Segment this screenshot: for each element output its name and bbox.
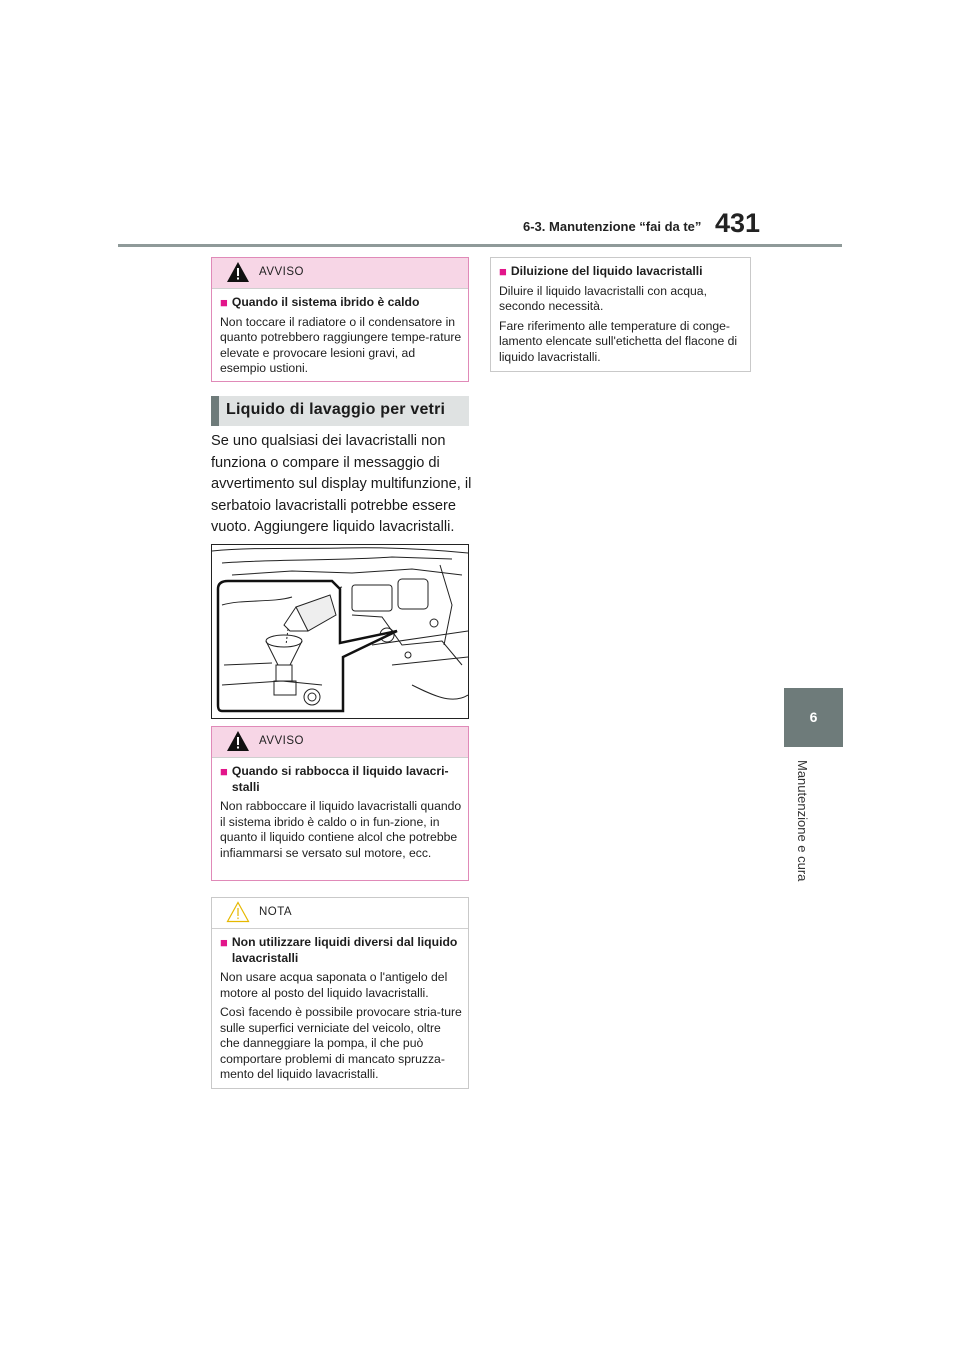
warning-title: AVVISO	[259, 735, 304, 747]
warning-title: AVVISO	[259, 266, 304, 278]
warning-header	[212, 727, 468, 758]
square-bullet-icon: ■	[499, 264, 507, 279]
header-divider	[118, 244, 842, 247]
info-text-1: Diluire il liquido lavacristalli con acqua, secondo necessità.	[499, 283, 707, 313]
chapter-label	[792, 760, 816, 940]
note-text-1: Non usare acqua saponata o l'antigelo del motore al posto del liquido lavacristalli.	[220, 970, 448, 1000]
caution-outline-icon	[226, 901, 250, 923]
warning-header	[212, 258, 468, 289]
info-box-dilution	[490, 257, 751, 372]
note-subtitle-text: Non utilizzare liquidi diversi dal liquido lavacristalli	[231, 935, 458, 965]
section-heading	[211, 396, 469, 426]
square-bullet-icon: ■	[220, 935, 228, 950]
square-bullet-icon: ■	[220, 764, 228, 779]
square-bullet-icon: ■	[220, 295, 228, 310]
warning-subtitle	[220, 295, 462, 311]
section-title: 6-3. Manutenzione “fai da te”	[523, 219, 702, 234]
warning-triangle-icon	[226, 730, 250, 752]
note-box	[211, 897, 469, 1089]
info-text-2: Fare riferimento alle temperature di conge-lamento elencate sull'etichetta del flacone di liquido lavacristalli.	[499, 318, 738, 364]
warning-box-hot-system	[211, 257, 469, 382]
page-number: 431	[715, 208, 761, 238]
note-title: NOTA	[259, 906, 293, 918]
washer-refill-drawing	[212, 545, 468, 718]
note-subtitle	[220, 935, 462, 966]
section-heading-text: Liquido di lavaggio per vetri	[226, 401, 446, 418]
warning-text: Non rabboccare il liquido lavacristalli quando il sistema ibrido è caldo o in fun-zione, in quanto il liquido contiene alcol che potrebbe infiammarsi se versato sul motore, ecc.	[220, 799, 462, 860]
warning-subtitle-text: Quando il sistema ibrido è caldo	[231, 295, 420, 309]
chapter-tab: 6	[784, 688, 843, 747]
warning-text: Non toccare il radiatore o il condensatore in quanto potrebbero raggiungere tempe-rature elevate e provocare lesioni gravi, ad esempio ustioni.	[220, 314, 462, 375]
engine-bay-illustration	[211, 544, 469, 719]
warning-subtitle	[220, 764, 462, 795]
info-subtitle	[499, 264, 744, 280]
chapter-label-text: Manutenzione e cura	[795, 760, 810, 882]
note-header	[212, 898, 468, 929]
warning-subtitle-text: Quando si rabbocca il liquido lavacri-stalli	[231, 764, 449, 794]
intro-paragraph: Se uno qualsiasi dei lavacristalli non funziona o compare il messaggio di avvertimento sul display multifunzione, il serbatoio lavacristalli potrebbe essere vuoto. Aggiungere liquido lavacristalli.	[211, 433, 472, 535]
heading-accent-bar	[211, 396, 219, 426]
warning-box-refill	[211, 726, 469, 881]
info-subtitle-text: Diluizione del liquido lavacristalli	[510, 264, 703, 278]
warning-triangle-icon	[226, 261, 250, 283]
note-text-2: Così facendo è possibile provocare stria-ture sulle superfici verniciate del veicolo, oltre che danneggiare la pompa, il che può comportare problemi di mancato spruzza-mento del liquido lavacristalli.	[220, 1005, 462, 1081]
